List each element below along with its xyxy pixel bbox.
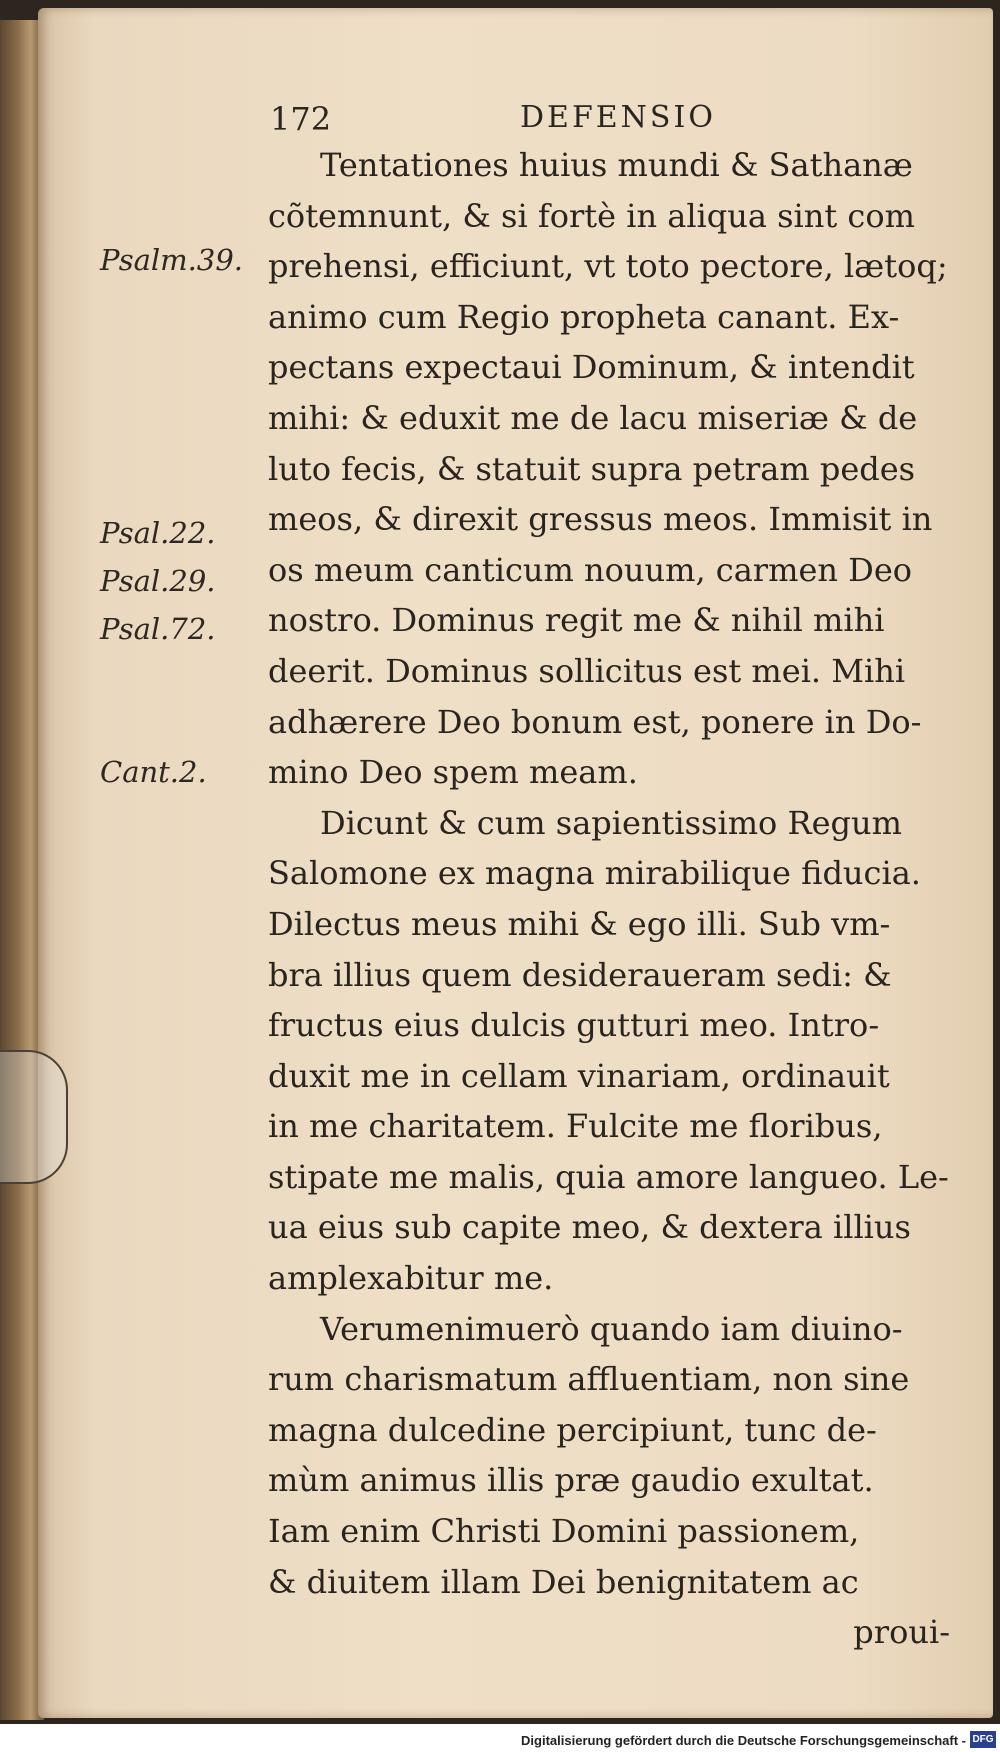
text-line: rum charismatum affluentiam, non sine xyxy=(268,1360,910,1399)
text-line: prehensi, efficiunt, vt toto pectore, lætoq; xyxy=(268,247,948,286)
text-line: Verumenimuerò quando iam diuino- xyxy=(320,1309,903,1348)
text-line: ua eius sub capite meo, & dextera illius xyxy=(268,1208,911,1247)
text-line: fructus eius dulcis gutturi meo. Intro- xyxy=(268,1006,880,1045)
text-line: mihi: & eduxit me de lacu miseriæ & de xyxy=(268,398,918,437)
footer-credit: Digitalisierung gefördert durch die Deutsche Forschungsgemeinschaft - xyxy=(521,1733,966,1748)
text-line: Salomone ex magna mirabilique fiducia. xyxy=(268,854,921,893)
margin-note-cant-2: Cant.2. xyxy=(100,755,207,789)
catchword: proui- xyxy=(853,1613,950,1652)
margin-note-psal-22: Psal.22. xyxy=(100,516,216,550)
text-line: stipate me malis, quia amore langueo. Le- xyxy=(268,1157,949,1196)
text-line: os meum canticum nouum, carmen Deo xyxy=(268,550,913,589)
text-line: amplexabitur me. xyxy=(268,1259,554,1298)
text-line: adhærere Deo bonum est, ponere in Do- xyxy=(268,702,922,741)
margin-note-psalm-39: Psalm.39. xyxy=(100,243,244,277)
running-title: DEFENSIO xyxy=(520,100,716,135)
text-line: meos, & direxit gressus meos. Immisit in xyxy=(268,500,933,539)
text-line: & diuitem illam Dei benignitatem ac xyxy=(268,1562,859,1601)
text-line: luto fecis, & statuit supra petram pedes xyxy=(268,449,916,488)
text-line: magna dulcedine percipiunt, tunc de- xyxy=(268,1410,877,1449)
text-line: animo cum Regio propheta canant. Ex- xyxy=(268,297,900,336)
margin-note-psal-72: Psal.72. xyxy=(100,612,216,646)
text-line: Iam enim Christi Domini passionem, xyxy=(268,1512,860,1551)
text-line: deerit. Dominus sollicitus est mei. Mihi xyxy=(268,651,906,690)
text-line: bra illius quem desideraueram sedi: & xyxy=(268,955,892,994)
page-clip xyxy=(0,1050,68,1184)
margin-note-psal-29: Psal.29. xyxy=(100,564,216,598)
text-line: Dicunt & cum sapientissimo Regum xyxy=(320,803,902,842)
text-line: pectans expectaui Dominum, & intendit xyxy=(268,348,915,387)
text-line: nostro. Dominus regit me & nihil mihi xyxy=(268,601,885,640)
text-line: mùm animus illis præ gaudio exultat. xyxy=(268,1461,874,1500)
text-line: cõtemnunt, & si fortè in aliqua sint com xyxy=(268,196,915,235)
text-line: duxit me in cellam vinariam, ordinauit xyxy=(268,1056,890,1095)
text-line: in me charitatem. Fulcite me floribus, xyxy=(268,1107,883,1146)
text-line: Dilectus meus mihi & ego illi. Sub vm- xyxy=(268,904,891,943)
body-text xyxy=(268,140,958,1658)
dfg-logo-icon: DFG xyxy=(970,1731,996,1748)
text-line: mino Deo spem meam. xyxy=(268,753,638,792)
text-line: Tentationes huius mundi & Sathanæ xyxy=(320,146,913,184)
page-number: 172 xyxy=(270,100,332,138)
